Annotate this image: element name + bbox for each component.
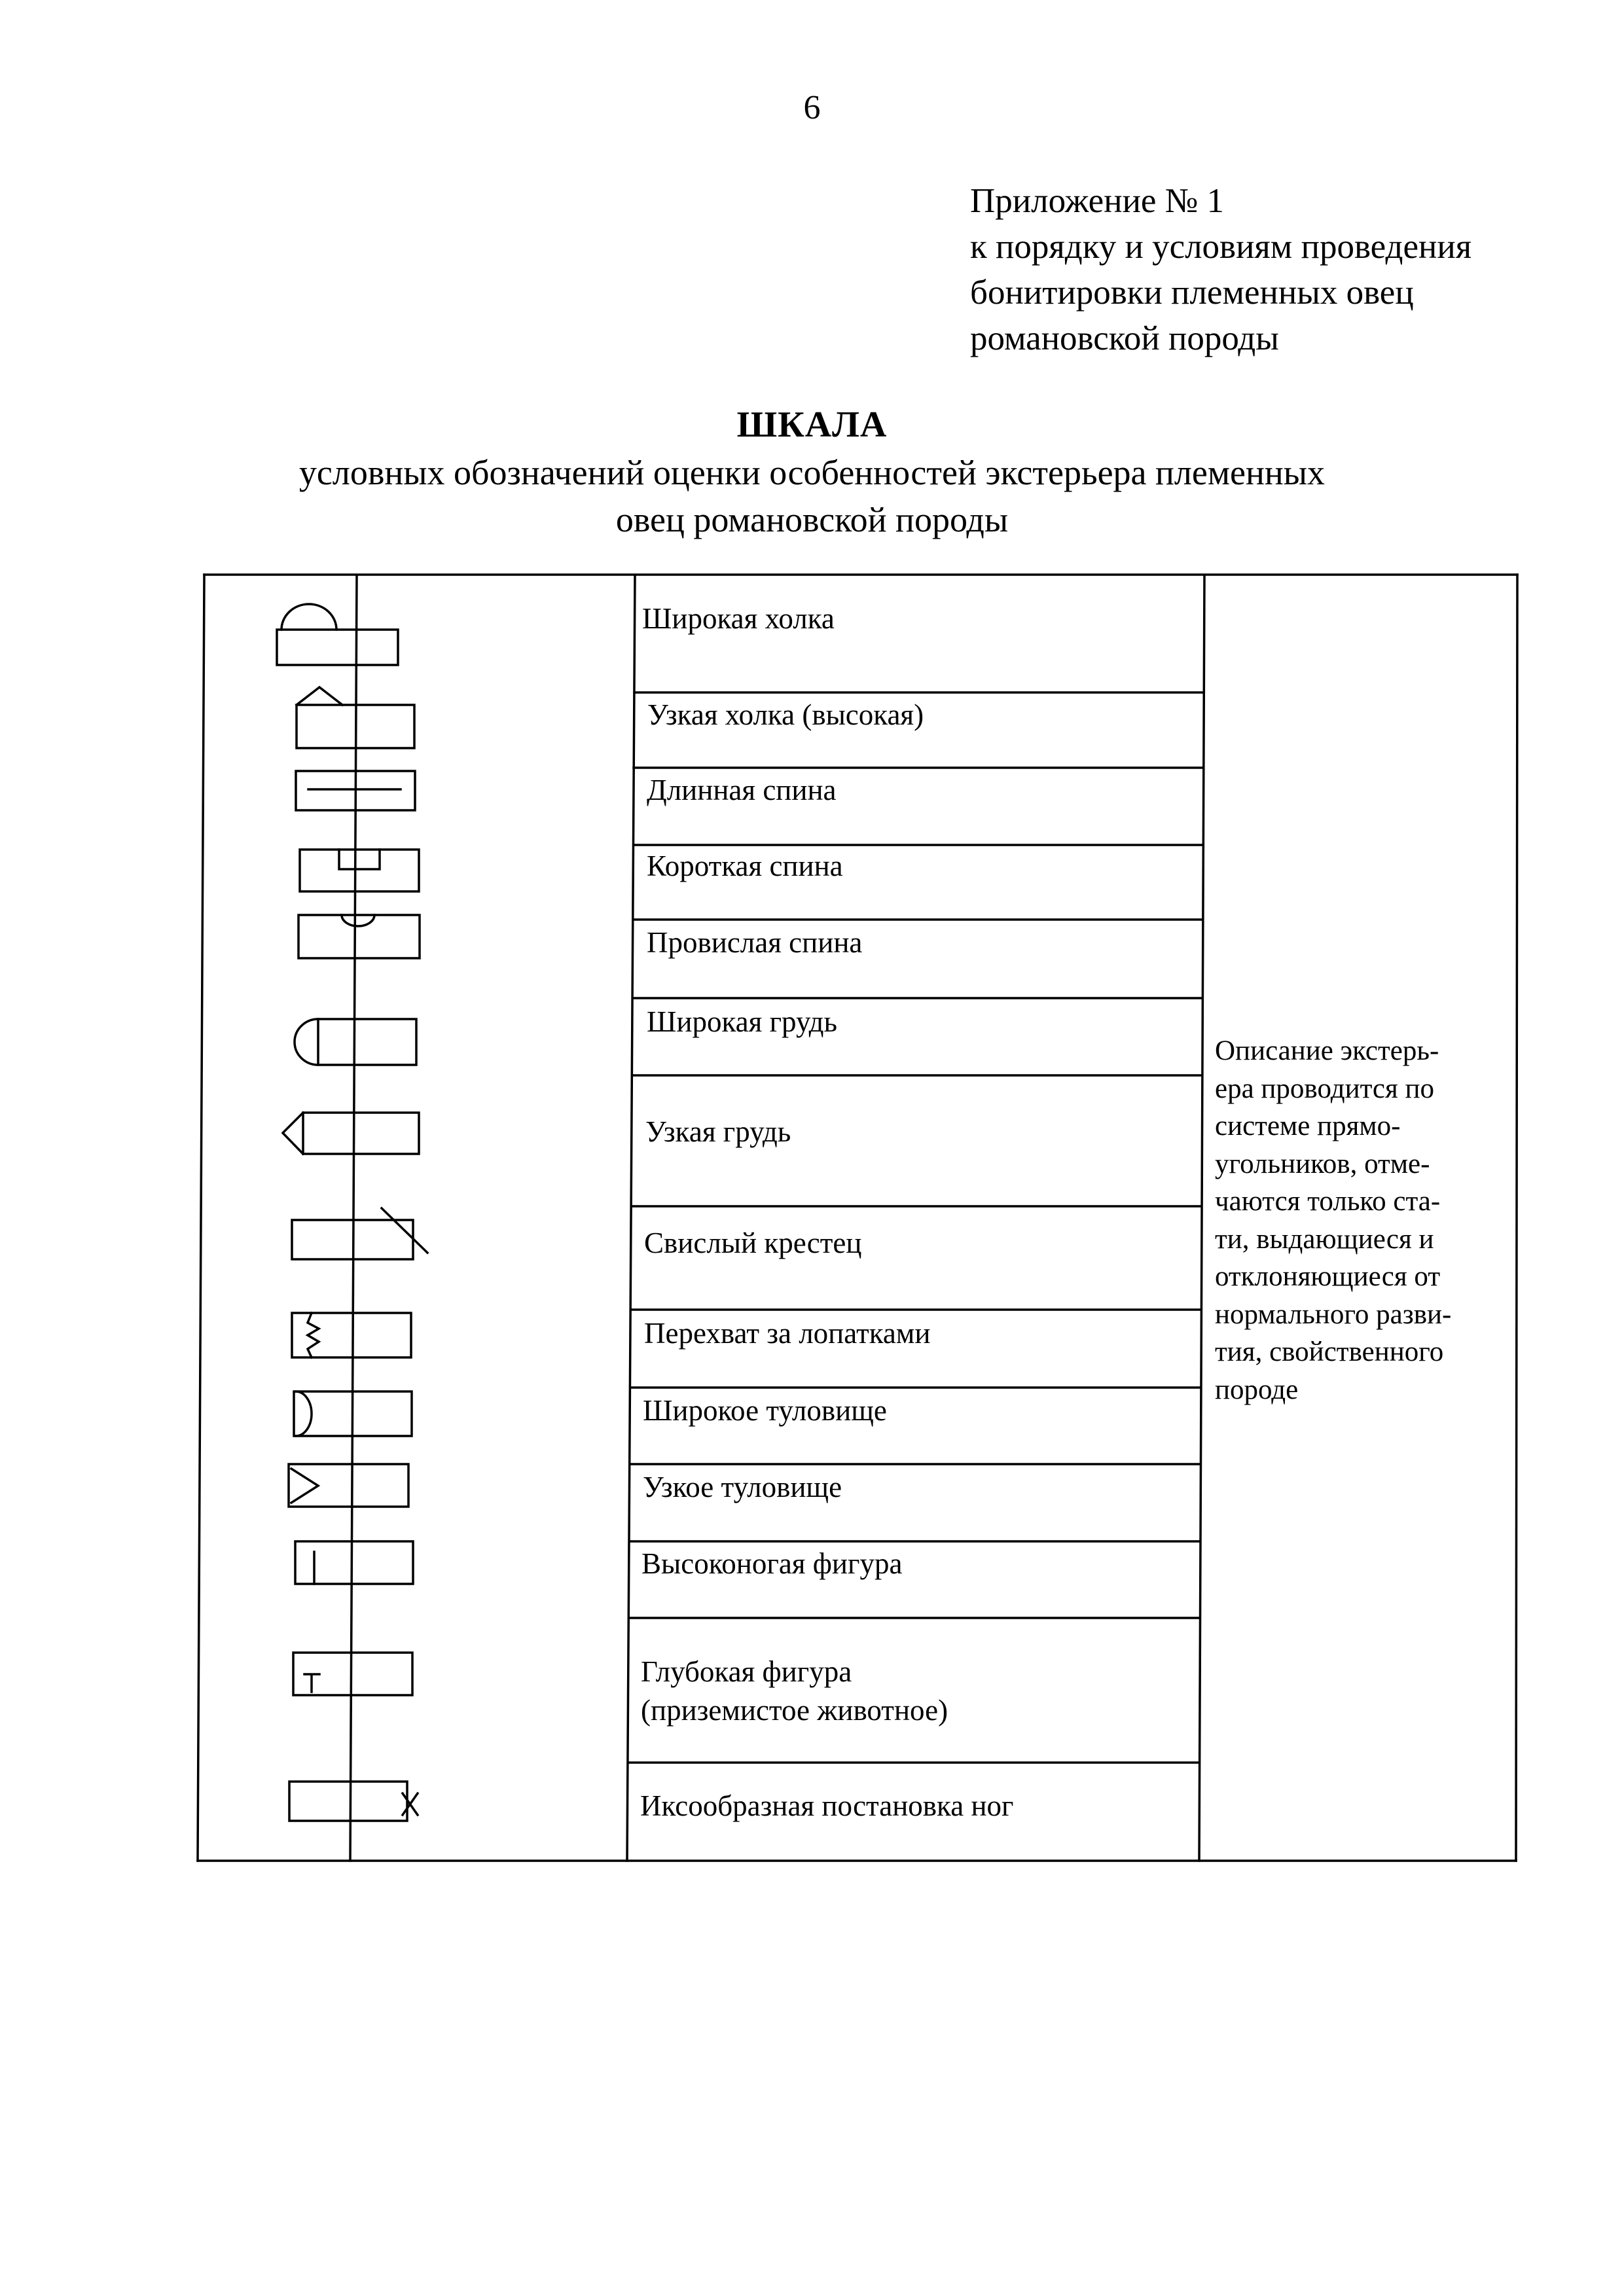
waist-behind-shoulders-symbol-icon (292, 1313, 411, 1357)
row-label-short-back: Короткая спина (647, 850, 843, 882)
row-label-long-back: Длинная спина (647, 774, 837, 806)
symbol-axis-line (350, 576, 357, 1861)
x-shaped-legs-symbol-icon (289, 1782, 418, 1821)
note-line-4: угольников, отме- (1215, 1148, 1430, 1179)
document-title: ШКАЛА (736, 404, 888, 445)
exterior-description-note (1215, 1032, 1502, 1408)
row-label-sagging-back: Провислая спина (647, 926, 863, 959)
note-line-7: отклоняющиеся от (1215, 1261, 1441, 1292)
short-back-symbol-icon (300, 850, 419, 891)
appendix-line-3: бонитировки племенных овец (970, 274, 1414, 312)
subtitle-line-1: условных обозначений оценки особенностей экстерьера племенных (298, 453, 1326, 492)
long-legged-symbol-icon (295, 1541, 413, 1584)
row-label-waist-behind-shoulders: Перехват за лопатками (644, 1317, 931, 1350)
subtitle-line-2: овец романовской породы (615, 500, 1009, 539)
note-line-9: тия, свойственного (1215, 1336, 1444, 1367)
row-label-wide-withers: Широкая холка (642, 602, 835, 635)
deep-figure-symbol-icon (293, 1653, 412, 1695)
sagging-back-symbol-icon (298, 915, 420, 958)
row-label-long-legged: Высоконогая фигура (641, 1547, 903, 1580)
row-label-deep-figure-line-2: (приземистое животное) (641, 1694, 948, 1727)
note-line-8: нормального разви- (1215, 1299, 1452, 1330)
note-line-10: породе (1215, 1374, 1299, 1405)
narrow-chest-symbol-icon (283, 1113, 419, 1154)
note-line-3: системе прямо- (1215, 1111, 1401, 1141)
appendix-line-2: к порядку и условиям проведения (970, 228, 1472, 266)
note-line-6: ти, выдающиеся и (1215, 1223, 1434, 1255)
drooping-sacrum-symbol-icon (292, 1208, 427, 1259)
row-label-narrow-chest: Узкая грудь (645, 1115, 791, 1148)
row-label-x-shaped-legs: Иксообразная постановка ног (640, 1789, 1014, 1822)
note-line-1: Описание экстерь- (1215, 1035, 1439, 1066)
narrow-body-symbol-icon (289, 1464, 408, 1507)
row-label-wide-body: Широкое туловище (643, 1394, 887, 1427)
note-line-5: чаются только ста- (1215, 1186, 1441, 1217)
appendix-line-4: романовской породы (970, 319, 1279, 357)
row-label-wide-chest: Широкая грудь (647, 1005, 838, 1038)
row-label-narrow-withers: Узкая холка (высокая) (647, 698, 924, 731)
row-label-drooping-sacrum: Свислый крестец (644, 1227, 862, 1259)
wide-withers-symbol-icon (277, 604, 398, 665)
appendix-line-1: Приложение № 1 (970, 182, 1225, 220)
page-number: 6 (803, 89, 821, 126)
row-label-narrow-body: Узкое туловище (643, 1471, 842, 1503)
row-label-deep-figure: Глубокая фигура (641, 1655, 852, 1688)
note-line-2: ера проводится по (1215, 1073, 1435, 1104)
